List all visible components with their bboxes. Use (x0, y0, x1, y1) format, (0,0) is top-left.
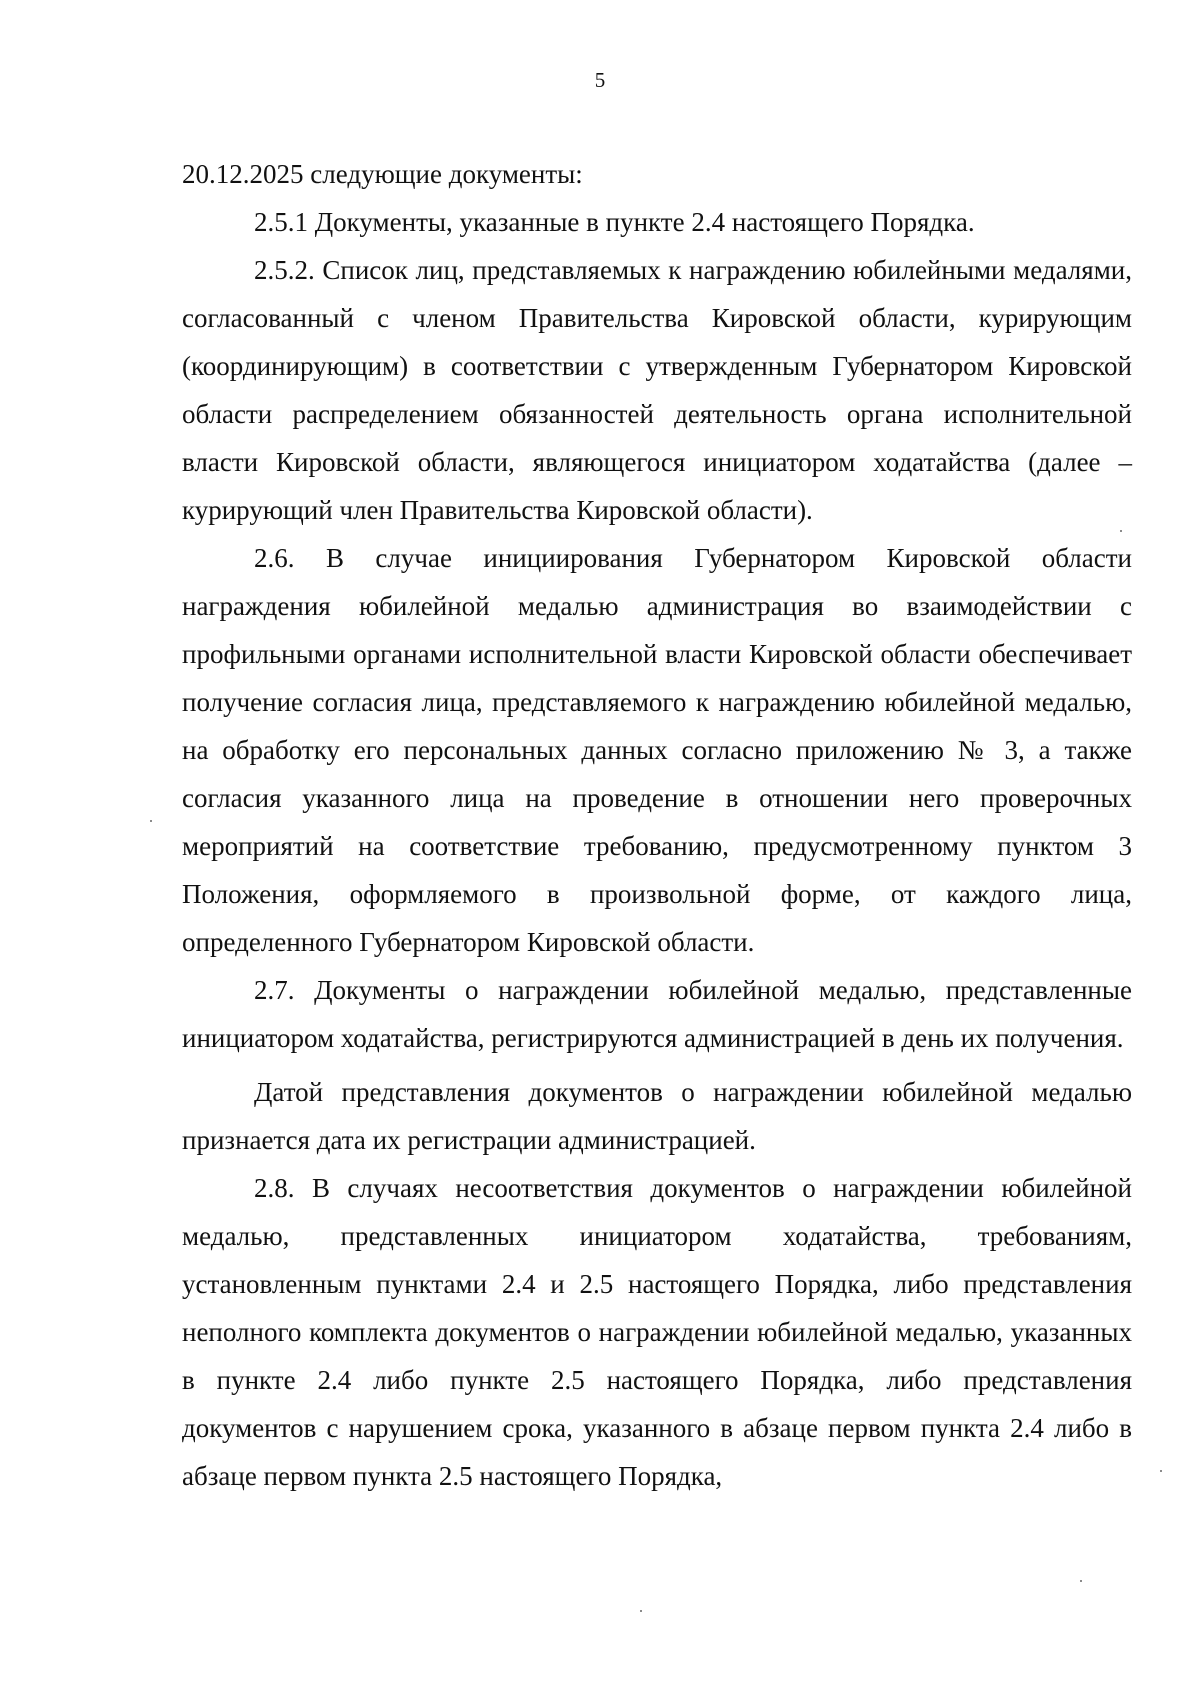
paragraph-2-6: 2.6. В случае инициирования Губернатором Кировской области награждения юбилейной медалью администрация во взаимодействии с профильными органами исполнительной власти Кировской области обеспечивает получение согласия лица, представляемого к награждению юбилейной медалью, на обработку его персональных данных согласно приложению № 3, а также согласия указанного лица на проведение в отношении него проверочных мероприятий на соответствие требованию, предусмотренному пунктом 3 Положения, оформляемого в произвольной форме, от каждого лица, определенного Губернатором Кировской области. (182, 543, 1132, 957)
paragraph-2-8: 2.8. В случаях несоответствия документов о награждении юбилейной медалью, представленных инициатором ходатайства, требованиям, установленным пунктами 2.4 и 2.5 настоящего Порядка, либо представления неполного комплекта документов о награждении юбилейной медалью, указанных в пункте 2.4 либо пункте 2.5 настоящего Порядка, либо представления документов с нарушением срока, указанного в абзаце первом пункта 2.4 либо в абзаце первом пункта 2.5 настоящего Порядка, (182, 1173, 1132, 1491)
paragraph-2-5-1: 2.5.1 Документы, указанные в пункте 2.4 настоящего Порядка. (254, 207, 975, 237)
paragraph-2-5-2: 2.5.2. Список лиц, представляемых к награждению юбилейными медалями, согласованный с членом Правительства Кировской области, курирующим (координирующим) в соответствии с утвержденным Губернатором Кировской области распределением обязанностей деятельность органа исполнительной власти Кировской области, являющегося инициатором ходатайства (далее – курирующий член Правительства Кировской области). (182, 255, 1132, 525)
scan-speck (640, 1610, 642, 1612)
document-body (182, 150, 1132, 1500)
page-number: 5 (594, 68, 606, 92)
paragraph-submission-date: Датой представления документов о награждении юбилейной медалью признается дата их регистрации администрацией. (182, 1077, 1132, 1155)
paragraph-continuation: 20.12.2025 следующие документы: (182, 159, 583, 189)
scan-speck (1080, 1580, 1082, 1582)
paragraph-2-7: 2.7. Документы о награждении юбилейной медалью, представленные инициатором ходатайства, регистрируются администрацией в день их получения. (182, 975, 1132, 1053)
scan-speck (150, 820, 152, 822)
scan-speck (1120, 530, 1122, 532)
scan-speck (1160, 1470, 1162, 1472)
